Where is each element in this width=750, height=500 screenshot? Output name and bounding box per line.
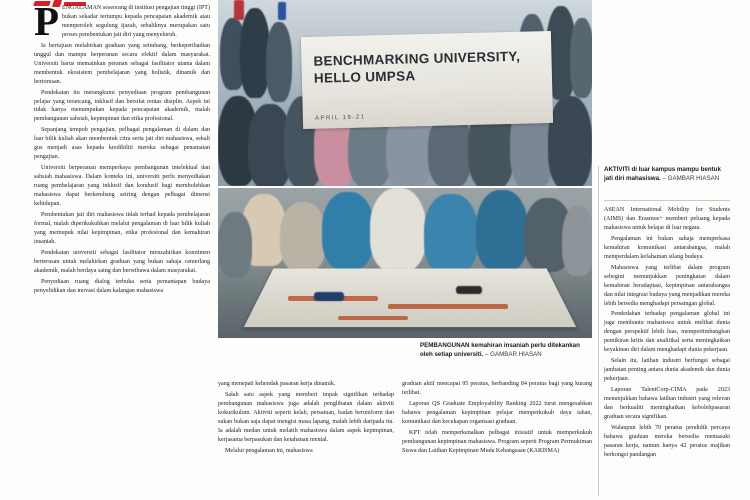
- paragraph: [34, 211, 210, 247]
- paragraph-text: Sepanjang tempoh pengajian, pelbagai pengalaman di dalam dan luar bilik kuliah akan membentuk citra serta jati diri mahasiswa, sekali gus menjadi asas kepada kredibiliti mereka sebagai penamatan pengajian.: [34, 127, 210, 161]
- paragraph-text: ASEAN International Mobility for Students (AIMS) dan Erasmus+ memberi peluang kepada mahasiswa untuk belajar di luar negara.: [604, 207, 730, 231]
- paragraph: [34, 164, 210, 209]
- photo-banner: [218, 0, 592, 186]
- article-column-4: [604, 206, 730, 462]
- paragraph: [34, 249, 210, 276]
- paragraph-text: Selain itu, latihan industri berfungsi sebagai jambatan penting antara dunia akademik dan dunia pekerjaan.: [604, 358, 730, 383]
- paragraph-text: Universiti berperanan memperkaya pembangunan intelektual dan sahsiah mahasiswa. Dalam konteks ini, universiti perlu menyediakan ruang pembelajaran yang inklusif dan kondusif bagi membolehkan mahasiswa dapat berkembang seiring dengan pelbagai dimensi kehidupan.: [34, 165, 210, 208]
- banner-subline: APRIL 19-21: [314, 114, 366, 122]
- paragraph: [218, 447, 394, 456]
- paragraph-text: KPT telah memperkenalkan pelbagai inisiatif untuk memperkukuh pembangunan kepimpinan mahasiswa. Program seperti Program Permukiman Siswa dan Latihan Kepimpinan Muda Kebangsaan (KARISMA): [402, 429, 592, 454]
- drop-cap: P: [34, 0, 60, 44]
- paragraph: [604, 424, 730, 460]
- paragraph-text: Pembentukan jati diri mahasiswa tidak terhad kepada pembelajaran formal, malah diperikukuhkan melalui pengalaman di luar bilik kuliah yang memupuk nilai kepimpinan, etika profesional dan kemahiran insaniah.: [34, 211, 210, 245]
- paragraph-text: Mahasiswa yang terlibat dalam program sebegini menunjukkan peningkatan dalam kemahiran beradaptasi, kepimpinan antarabangsa dan nilai integrasi budaya yang menjadikan mereka lebih bersedia menghadapi persaingan global.: [604, 264, 730, 307]
- paragraph: [34, 278, 210, 296]
- paragraph: [604, 310, 730, 355]
- article-column-2: [218, 380, 394, 458]
- paragraph: [604, 386, 730, 422]
- banner-headline: BENCHMARKING UNIVERSITY, HELLO UMPSA: [313, 48, 521, 87]
- paragraph: [34, 126, 210, 162]
- paragraph: [218, 380, 394, 389]
- paragraph-text: Pendekatan itu merangkumi penyediaan program pembangunan pelajar yang terancang, inklusif dan bersifat rentas disiplin. Aspek ini tidak hanya menumpukan kepada pencapaian akademik, malah pembangunan sahsiah, kepimpinan dan etika profesional.: [34, 89, 210, 123]
- caption-divider: [604, 200, 730, 201]
- paragraph: [604, 206, 730, 233]
- paragraph-text: Laporan TalentCorp-CIMA pada 2023 menunjukkan bahawa latihan industri yang relevan dan berkualiti meningkatkan kebolehpasaran graduan secara signifikan.: [604, 387, 730, 420]
- paragraph-text: Melalui pengalaman ini, mahasiswa: [225, 447, 313, 454]
- paragraph: [604, 264, 730, 309]
- paragraph-text: Walaupun lebih 70 peratus pendidik percaya bahawa graduan mereka bersedia memasuki pasaran kerja, namun hanya 42 peratus majikan berkongsi pandangan: [604, 424, 730, 458]
- column-divider: [598, 166, 599, 496]
- paragraph: [218, 391, 394, 445]
- paragraph: [604, 235, 730, 262]
- paragraph: [604, 357, 730, 384]
- paragraph-text: graduan aktif mencapai 95 peratus, berbanding 84 peratus bagi yang kurang terlibat.: [402, 381, 592, 396]
- paragraph-text: Pendedahan terhadap pengalaman global ini juga membantu mahasiswa untuk melihat dunia dengan perspektif lebih luas, mempertimbangkan pemikiran kritis dan analitikal serta meningkatkan keyakinan diri dalam menghadapi dunia pekerjaan.: [604, 311, 730, 354]
- paragraph: [34, 89, 210, 125]
- caption-action-credit: – GAMBAR HIASAN: [485, 350, 542, 358]
- caption-action-text: PEMBANGUNAN kemahiran insaniah perlu ditekankan oleh setiap universiti.: [420, 342, 580, 358]
- caption-top-photo: [604, 166, 730, 183]
- paragraph-text: Pengalaman ini bukan sahaja memperkasa kemahiran komunikasi antarabangsa, malah memperdalam kefahaman silang budaya.: [604, 235, 730, 260]
- paragraph-text: Ia bertujuan melahirkan graduan yang seimbang, berkeperibadian unggul dan mampu berperanan secara efektif dalam masyarakat. Universiti harus memainkan peranan sebagai fasilitator utama dalam membentuk ekosistem pembelajaran yang holistik, dinamik dan bertorusan.: [34, 42, 210, 85]
- event-banner-cloth: [301, 31, 553, 129]
- article-column-3: [402, 380, 592, 458]
- paragraph: [34, 42, 210, 87]
- paragraph: [402, 429, 592, 456]
- paragraph-text: Penyediaan ruang dialog terbuka serta pemantapan budaya penyelidikan dan inovasi dalam kalangan mahasiswa: [34, 278, 210, 294]
- caption-top-credit: – GAMBAR HIASAN: [662, 174, 720, 182]
- paragraph-text: Pendekatan universiti sebagai fasilitator menzahirkan komitmen berterusan untuk melahirkan graduan yang bukan sahaja cemerlang akademik, malah berdaya saing dan berwibawa dalam masyarakat.: [34, 249, 210, 274]
- paragraph-text: ENGALAMAN seseorang di institusi pengajian tinggi (IPT) bukan sekadar tertumpu kepada pencapaian akademik atau memperoleh segulung ijazah, sebaliknya merupakan satu proses pembentukan jati diri yang menyeluruh.: [62, 5, 210, 38]
- photo-action: [218, 188, 592, 338]
- paragraph: [402, 400, 592, 427]
- article-column-1: [34, 0, 210, 298]
- paragraph-text: Salah satu aspek yang memberi impak signifikan terhadap pembangunan mahasiswa juga adalah penglibatan dalam aktiviti kokurikulum. Aktiviti seperti kelab, persatuan, badan beruniform dan sukan bukan saja dapat mengisi masa lapang, malah lebih daripada itu. Ia adalah medan untuk melatih mahasiswa dalam aspek kepimpinan, kerjasama berpasukan dan ketahanan mental.: [218, 391, 394, 443]
- paragraph: [402, 380, 592, 398]
- paragraph-text: Laporan QS Graduate Employability Ranking 2022 turut mengesahkan bahawa pengalaman kepimpinan pelajar memperkukuh daya tahan, komunikasi dan kecekapan organisasi graduan.: [402, 400, 592, 425]
- paragraph-text: yang menepati kehendak pasaran kerja dinamik.: [218, 381, 336, 387]
- caption-action-photo: [420, 342, 592, 359]
- caption-top-text: AKTIVITI di luar kampus mampu bentuk jati diri mahasiswa.: [604, 166, 721, 182]
- paragraph: [34, 0, 210, 44]
